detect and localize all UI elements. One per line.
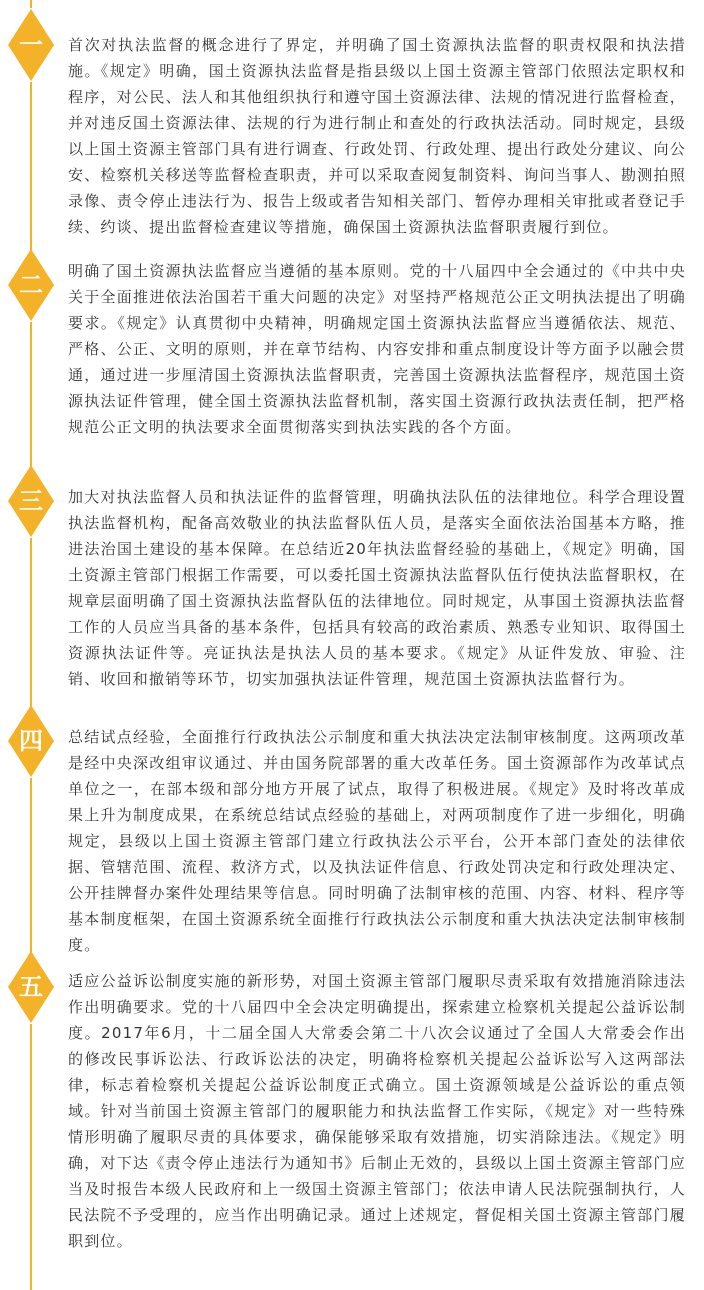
section-marker-3 — [8, 465, 54, 537]
section-marker-5 — [8, 951, 54, 1023]
section-paragraph-4: 总结试点经验，全面推行行政执法公示制度和重大执法决定法制审核制度。这两项改革是经中央深改组审议通过、并由国务院部署的重大改革任务。国土资源部作为改革试点单位之一，在部本级和部分地方开展了试点，取得了积极进展。《规定》及时将改革成果上升为制度成果，在系统总结试点经验的基础上，对两项制度作了进一步细化，明确规定，县级以上国土资源主管部门建立行政执法公示平台，公开本部门查处的法律依据、管辖范围、流程、救济方式，以及执法证件信息、行政处罚决定和行政处理决定、公开挂牌督办案件处理结果等信息。同时明确了法制审核的范围、内容、材料、程序等基本制度框架，在国土资源系统全面推行行政执法公示制度和重大执法决定法制审核制度。 — [68, 728, 686, 954]
section-number: 二 — [19, 270, 43, 299]
section-paragraph-3: 加大对执法监督人员和执法证件的监督管理，明确执法队伍的法律地位。科学合理设置执法监督机构，配备高效敬业的执法监督队伍人员，是落实全面依法治国基本方略，推进法治国土建设的基本保障。在总结近20年执法监督经验的基础上，《规定》明确，国土资源主管部门根据工作需要，可以委托国土资源执法监督队伍行使执法监督职权，在规章层面明确了国土资源执法监督队伍的法律地位。同时规定，从事国土资源执法监督工作的人员应当具备的基本条件，包括具有较高的政治素质、熟悉专业知识、取得国土资源执法证件等。亮证执法是执法人员的基本要求。《规定》从证件发放、审验、注销、收回和撤销等环节，切实加强执法证件管理，规范国土资源执法监督行为。 — [68, 488, 686, 688]
section-number: 三 — [19, 486, 43, 515]
timeline-line — [30, 538, 32, 708]
section-marker-4 — [8, 705, 54, 777]
section-paragraph-2: 明确了国土资源执法监督应当遵循的基本原则。党的十八届四中全会通过的《中共中央关于全面推进依法治国若干重大问题的决定》对坚持严格规范公正文明执法提出了明确要求。《规定》认真贯彻中央精神，明确规定国土资源执法监督应当遵循依法、规范、严格、公正、文明的原则，并在章节结构、内容安排和重点制度设计等方面予以融会贯通，通过进一步厘清国土资源执法监督职责，完善国土资源执法监督程序，规范国土资源执法证件管理，健全国土资源执法监督机制，落实国土资源行政执法责任制，把严格规范公正文明的执法要求全面贯彻落实到执法实践的各个方面。 — [68, 262, 686, 436]
timeline-line — [30, 0, 32, 8]
section-marker-2 — [8, 249, 54, 321]
section-number: 五 — [19, 972, 43, 1001]
timeline-line — [30, 778, 32, 954]
timeline-line — [30, 322, 32, 468]
section-marker-1 — [8, 9, 54, 81]
section-paragraph-5: 适应公益诉讼制度实施的新形势，对国土资源主管部门履职尽责采取有效措施消除违法作出明确要求。党的十八届四中全会决定明确提出，探索建立检察机关提起公益诉讼制度。2017年6月，十二届全国人大常委会第二十八次会议通过了全国人大常委会作出的修改民事诉讼法、行政诉讼法的决定，明确将检察机关提起公益诉讼写入这两部法律，标志着检察机关提起公益诉讼制度正式确立。国土资源领域是公益诉讼的重点领域。针对当前国土资源主管部门的履职能力和执法监督工作实际，《规定》对一些特殊情形明确了履职尽责的具体要求，确保能够采取有效措施，切实消除违法。《规定》明确，对下达《责令停止违法行为通知书》后制止无效的，县级以上国土资源主管部门应当及时报告本级人民政府和上一级国土资源主管部门；依法申请人民法院强制执行，人民法院不予受理的，应当作出明确记录。通过上述规定，督促相关国土资源主管部门履职到位。 — [68, 972, 686, 1250]
section-paragraph-1: 首次对执法监督的概念进行了界定，并明确了国土资源执法监督的职责权限和执法措施。《规定》明确，国土资源执法监督是指县级以上国土资源主管部门依照法定职权和程序，对公民、法人和其他组织执行和遵守国土资源法律、法规的情况进行监督检查，并对违反国土资源法律、法规的行为进行制止和查处的行政执法活动。同时规定，县级以上国土资源主管部门具有进行调查、行政处罚、行政处理、提出行政处分建议、向公安、检察机关移送等监督检查职责，并可以采取查阅复制资料、询问当事人、勘测拍照录像、责令停止违法行为、报告上级或者告知相关部门、暂停办理相关审批或者登记手续、约谈、提出监督检查建议等措施，确保国土资源执法监督职责履行到位。 — [68, 36, 686, 236]
section-number: 四 — [19, 726, 43, 755]
section-number: 一 — [19, 30, 43, 59]
timeline-line — [30, 1024, 32, 1290]
timeline-line — [30, 82, 32, 252]
